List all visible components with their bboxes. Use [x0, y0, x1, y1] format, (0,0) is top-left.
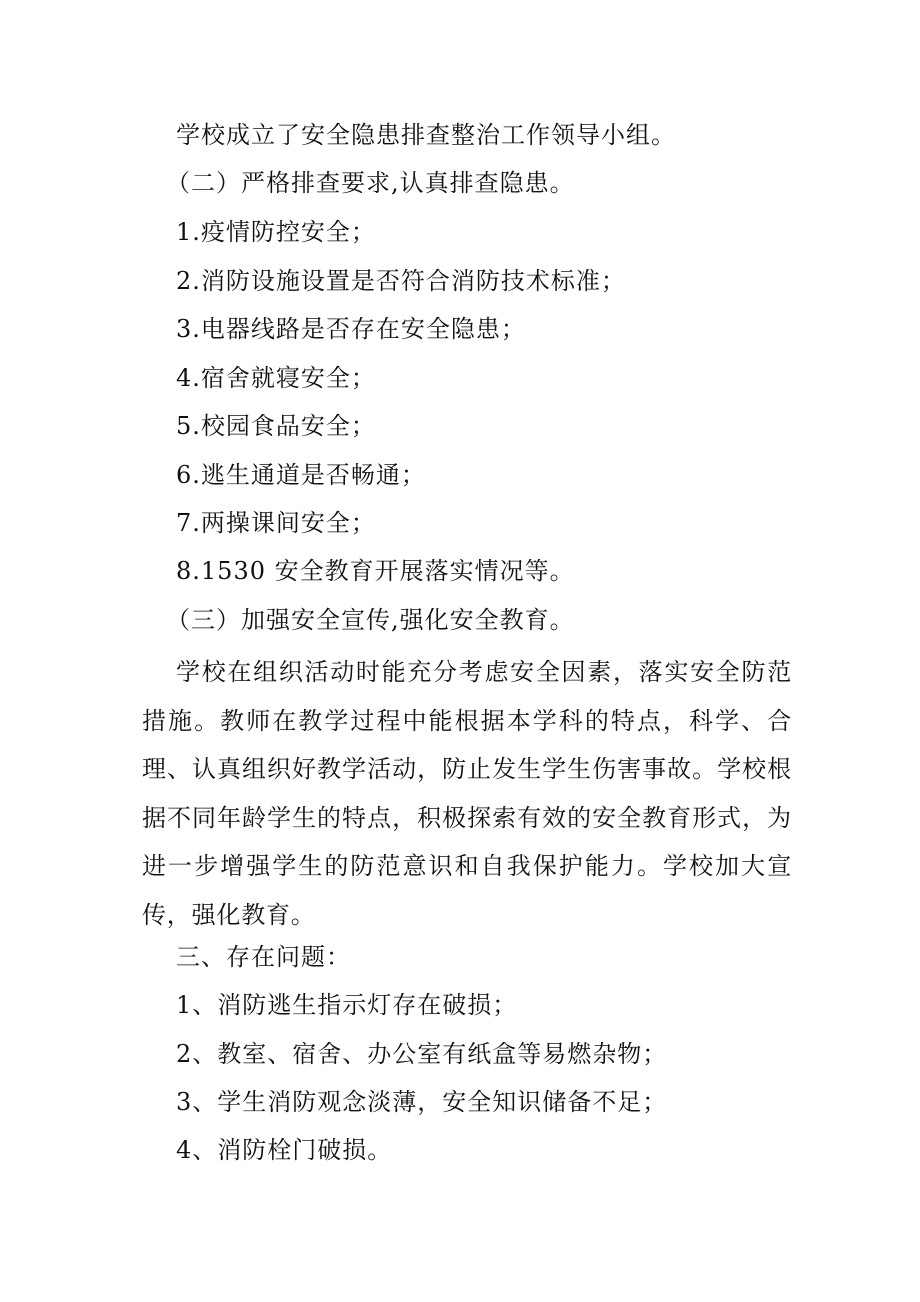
problem-item: 4、消防栓门破损。	[176, 1136, 393, 1164]
body-paragraph: 学校在组织活动时能充分考虑安全因素，落实安全防范措施。教师在教学过程中能根据本学科的特点，科学、合理、认真组织好教学活动，防止发生学生伤害事故。学校根据不同年龄学生的特点，积极探索有效的安全教育形式，为进一步增强学生的防范意识和自我保护能力。学校加大宣传，强化教育。	[142, 658, 792, 929]
problem-item: 1、消防逃生指示灯存在破损；	[176, 991, 518, 1019]
list-item: 5.校园食品安全；	[176, 412, 376, 440]
problem-item: 2、教室、宿舍、办公室有纸盒等易燃杂物；	[176, 1040, 668, 1068]
list-item: 6.逃生通道是否畅通；	[176, 461, 426, 489]
text-line: 学校成立了安全隐患排查整治工作领导小组。	[176, 121, 676, 149]
subsection-heading: （二）严格排查要求,认真排查隐患。	[166, 169, 575, 197]
list-item: 7.两操课间安全；	[176, 509, 376, 537]
problem-item: 3、学生消防观念淡薄，安全知识储备不足；	[176, 1088, 668, 1116]
list-item: 1.疫情防控安全；	[176, 218, 376, 246]
list-item: 8.1530 安全教育开展落实情况等。	[176, 557, 575, 585]
subsection-heading: （三）加强安全宣传,强化安全教育。	[166, 606, 575, 634]
list-item: 3.电器线路是否存在安全隐患；	[176, 315, 526, 343]
list-item: 4.宿舍就寝安全；	[176, 364, 376, 392]
list-item: 2.消防设施设置是否符合消防技术标准；	[176, 267, 626, 295]
section-heading: 三、存在问题：	[176, 943, 351, 971]
